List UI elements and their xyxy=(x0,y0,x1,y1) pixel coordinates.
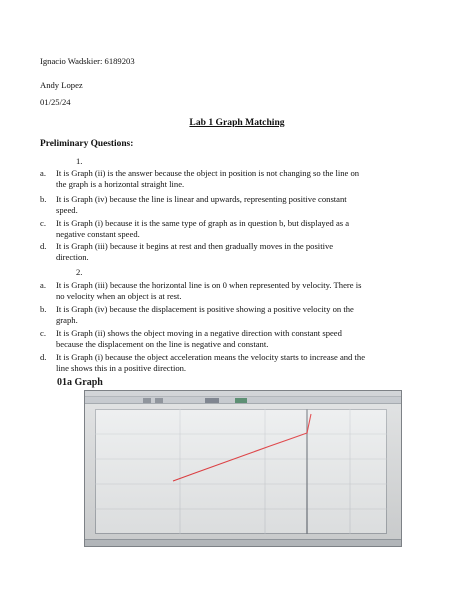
answer-line: negative constant speed. xyxy=(56,229,140,240)
answer-line: It is Graph (iii) because the horizontal line is on 0 when represented by velocity. There is xyxy=(56,280,362,290)
answer-letter: a. xyxy=(40,280,46,290)
q2-answer-a xyxy=(40,280,440,303)
answer-line: no velocity when an object is at rest. xyxy=(56,291,182,302)
q1-answer-c xyxy=(40,218,440,241)
answer-letter: b. xyxy=(40,304,47,314)
question-2-number: 2. xyxy=(76,267,83,277)
answer-line: direction. xyxy=(56,252,89,263)
graph-screenshot-photo xyxy=(84,390,402,547)
author-name-2: Andy Lopez xyxy=(40,80,83,90)
graph-heading: 01a Graph xyxy=(57,377,103,388)
q1-answer-a xyxy=(40,168,440,191)
answer-line: line shows this in a positive direction. xyxy=(56,363,187,374)
answer-line: It is Graph (iii) because it begins at rest and then gradually moves in the positive xyxy=(56,241,334,251)
q2-answer-c xyxy=(40,328,440,351)
answer-line: It is Graph (ii) is the answer because the object in position is not changing so the line on xyxy=(56,168,360,178)
document-title: Lab 1 Graph Matching xyxy=(189,117,285,128)
question-1-number: 1. xyxy=(76,156,83,166)
author-name-1: Ignacio Wadskier: 6189203 xyxy=(40,56,135,66)
q1-answer-b xyxy=(40,194,440,217)
answer-letter: b. xyxy=(40,194,47,204)
answer-line: speed. xyxy=(56,205,78,216)
q2-answer-d xyxy=(40,352,440,375)
q1-answer-d xyxy=(40,241,440,264)
answer-letter: c. xyxy=(40,218,46,228)
answer-line: the graph is a horizontal straight line. xyxy=(56,179,185,190)
answer-line: because the displacement on the line is negative and constant. xyxy=(56,339,269,350)
answer-line: It is Graph (iv) because the displacement is positive showing a positive velocity on the xyxy=(56,304,354,314)
answer-letter: c. xyxy=(40,328,46,338)
answer-line: It is Graph (i) because it is the same type of graph as in question b, but displayed as a xyxy=(56,218,350,228)
answer-letter: d. xyxy=(40,241,47,251)
answer-letter: a. xyxy=(40,168,46,178)
answer-line: graph. xyxy=(56,315,78,326)
date: 01/25/24 xyxy=(40,97,71,107)
answer-line: It is Graph (i) because the object acceleration means the velocity starts to increase and the xyxy=(56,352,366,362)
photo-glare xyxy=(85,391,401,546)
answer-letter: d. xyxy=(40,352,47,362)
answer-line: It is Graph (iv) because the line is linear and upwards, representing positive constant xyxy=(56,194,347,204)
answer-line: It is Graph (ii) shows the object moving in a negative direction with constant speed xyxy=(56,328,342,338)
section-heading: Preliminary Questions: xyxy=(40,139,134,149)
q2-answer-b xyxy=(40,304,440,327)
